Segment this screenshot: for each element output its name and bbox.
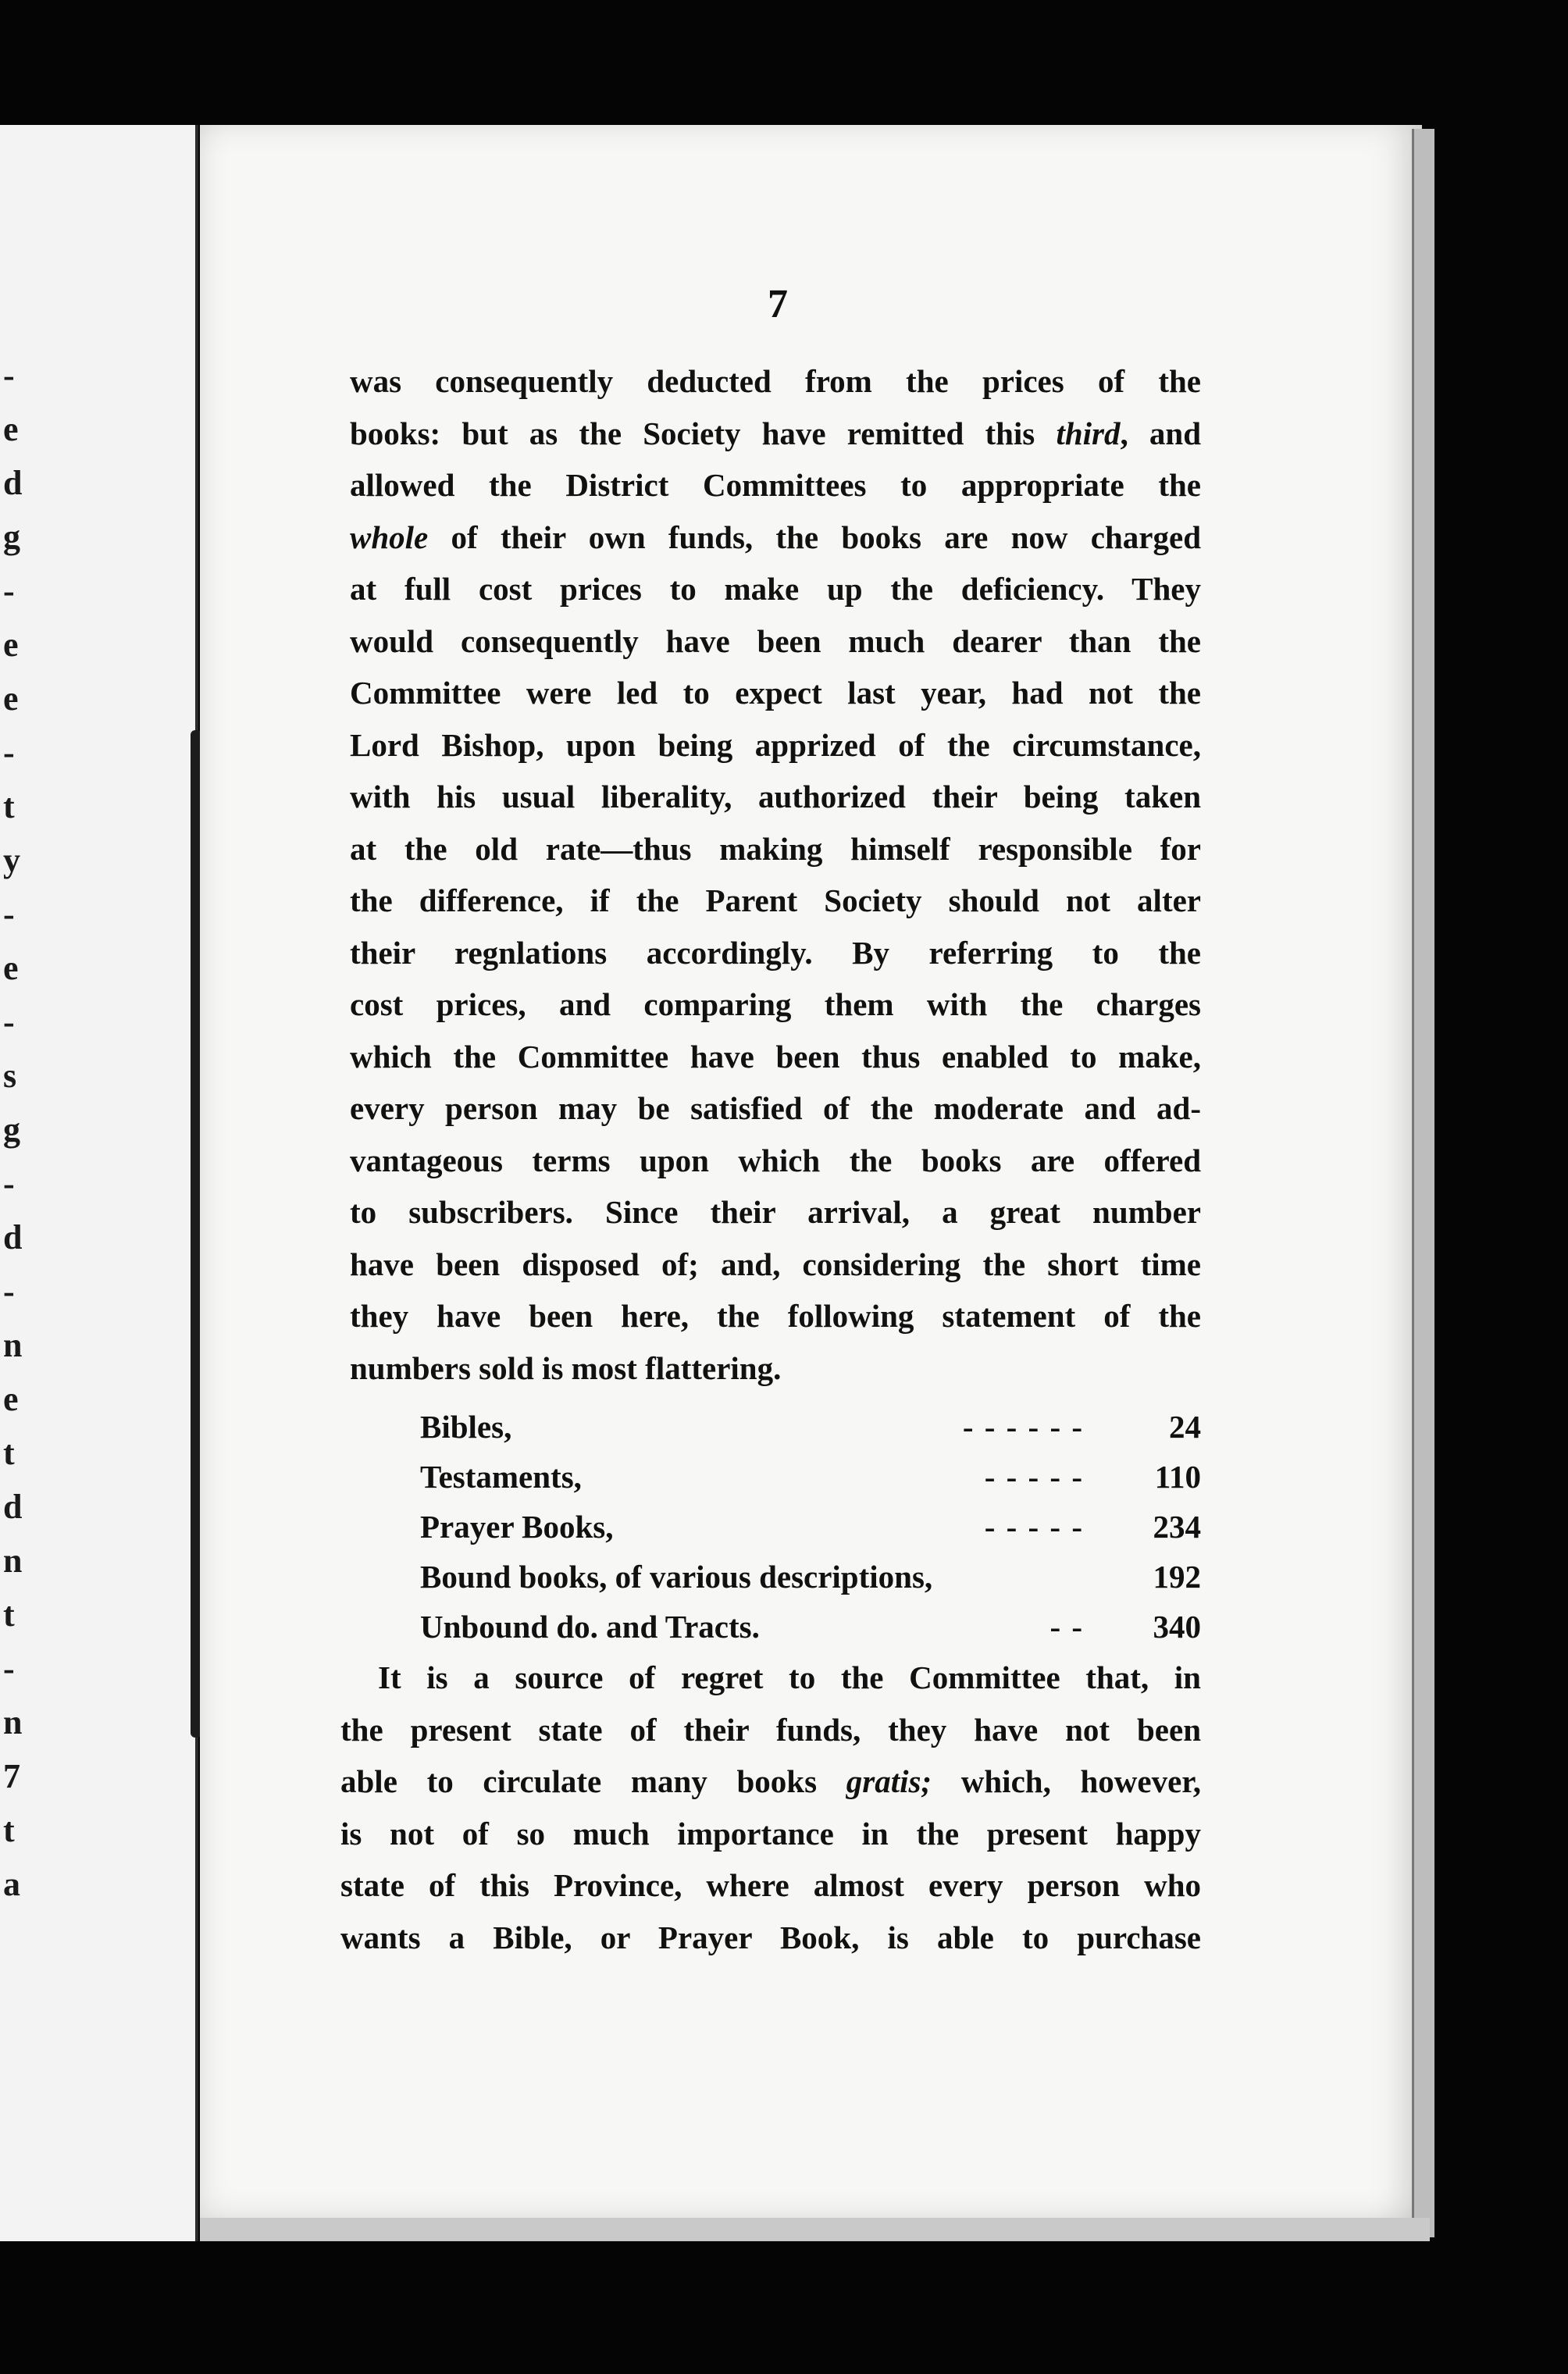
left-page-char: e	[3, 626, 19, 664]
left-page-char: t	[3, 1811, 15, 1849]
left-page-char: t	[3, 1434, 15, 1472]
text-line: numbers sold is most flattering.	[350, 1349, 782, 1386]
book-category: Bibles,	[420, 1409, 512, 1445]
left-page-char: -	[3, 1272, 15, 1310]
books-sold-table	[420, 1402, 1201, 1652]
text-line: vantageous terms upon which the books are offered	[350, 1142, 1201, 1178]
left-page-char: -	[3, 356, 15, 394]
left-page-char: e	[3, 410, 19, 448]
left-page-fragment	[0, 125, 198, 2241]
left-page-char: n	[3, 1326, 23, 1364]
book-count: 110	[1154, 1459, 1201, 1495]
text-line: the difference, if the Parent Society should not alter	[350, 882, 1201, 918]
text-line: to subscribers. Since their arrival, a great number	[350, 1194, 1201, 1230]
text-line: Lord Bishop, upon being apprized of the circumstance,	[350, 726, 1201, 763]
text-line: at full cost prices to make up the deficiency. They	[350, 571, 1201, 607]
text-line: every person may be satisfied of the moderate and ad-	[350, 1090, 1201, 1126]
text-line: at the old rate—thus making himself responsible for	[350, 830, 1201, 867]
leader-dashes: - - - - - -	[962, 1409, 1084, 1445]
leader-dashes: - -	[1049, 1609, 1084, 1645]
text-line: they have been here, the following statement of the	[350, 1298, 1201, 1334]
left-page-char: t	[3, 1595, 15, 1634]
text-line: the present state of their funds, they have not been	[340, 1711, 1201, 1748]
page-edge-bottom	[200, 2218, 1430, 2241]
left-page-char: a	[3, 1865, 20, 1903]
text-line: wants a Bible, or Prayer Book, is able to purchase	[340, 1919, 1201, 1955]
left-page-char: -	[3, 1164, 15, 1203]
book-count: 192	[1153, 1559, 1201, 1595]
left-page-char: e	[3, 679, 19, 718]
left-page-char: n	[3, 1703, 23, 1741]
leader-dashes: - - - - -	[984, 1459, 1084, 1495]
closing-paragraph	[340, 1652, 1201, 1963]
text-line: would consequently have been much dearer than the	[350, 622, 1201, 659]
left-page-char: y	[3, 841, 20, 879]
left-page-char: d	[3, 464, 23, 502]
text-line: It is a source of regret to the Committee that, in	[378, 1659, 1201, 1695]
text-line: their regnlations accordingly. By referring to the	[350, 934, 1201, 971]
text-line: able to circulate many books gratis; which, however,	[340, 1763, 1201, 1799]
table-row	[420, 1452, 1201, 1502]
table-row	[420, 1502, 1201, 1552]
book-category: Testaments,	[420, 1459, 582, 1495]
page-number: 7	[768, 282, 788, 326]
left-page-char: e	[3, 949, 19, 987]
table-row	[420, 1602, 1201, 1652]
book-category: Prayer Books,	[420, 1509, 614, 1545]
left-page-char: n	[3, 1542, 23, 1580]
page-edge-right	[1412, 129, 1434, 2237]
left-page-char: d	[3, 1488, 23, 1526]
text-line: state of this Province, where almost every person who	[340, 1867, 1201, 1903]
left-page-char: -	[3, 1649, 15, 1688]
text-line: Committee were led to expect last year, had not the	[350, 675, 1201, 711]
text-line: have been disposed of; and, considering the short time	[350, 1246, 1201, 1282]
left-page-char: -	[3, 895, 15, 933]
table-row	[420, 1402, 1201, 1452]
book-count: 24	[1169, 1409, 1201, 1445]
table-row	[420, 1552, 1201, 1602]
left-page-char: 7	[3, 1757, 20, 1795]
book-count: 340	[1153, 1609, 1201, 1645]
text-line: allowed the District Committees to appropriate the	[350, 467, 1201, 503]
book-category: Unbound do. and Tracts.	[420, 1609, 760, 1645]
leader-dashes: - - - - -	[984, 1509, 1084, 1545]
text-line: whole of their own funds, the books are now charged	[350, 519, 1201, 555]
text-line: was consequently deducted from the prices of the	[350, 363, 1201, 399]
text-line: books: but as the Society have remitted this third, and	[350, 415, 1202, 451]
book-count: 234	[1153, 1509, 1201, 1545]
left-page-char: s	[3, 1057, 17, 1095]
left-page-char: -	[3, 572, 15, 610]
text-line: which the Committee have been thus enabled to make,	[350, 1038, 1201, 1075]
left-page-char: -	[3, 733, 15, 772]
left-page-char: d	[3, 1218, 23, 1257]
left-page-char: e	[3, 1380, 19, 1418]
left-page-char: t	[3, 787, 15, 825]
left-page-char: -	[3, 1003, 15, 1041]
left-page-char: g	[3, 1110, 20, 1149]
body-paragraph	[350, 355, 1201, 1394]
text-line: is not of so much importance in the present happy	[340, 1815, 1201, 1852]
book-category: Bound books, of various descriptions,	[420, 1559, 933, 1595]
text-line: with his usual liberality, authorized their being taken	[350, 779, 1201, 815]
text-line: cost prices, and comparing them with the charges	[350, 986, 1201, 1022]
left-page-char: g	[3, 518, 20, 556]
